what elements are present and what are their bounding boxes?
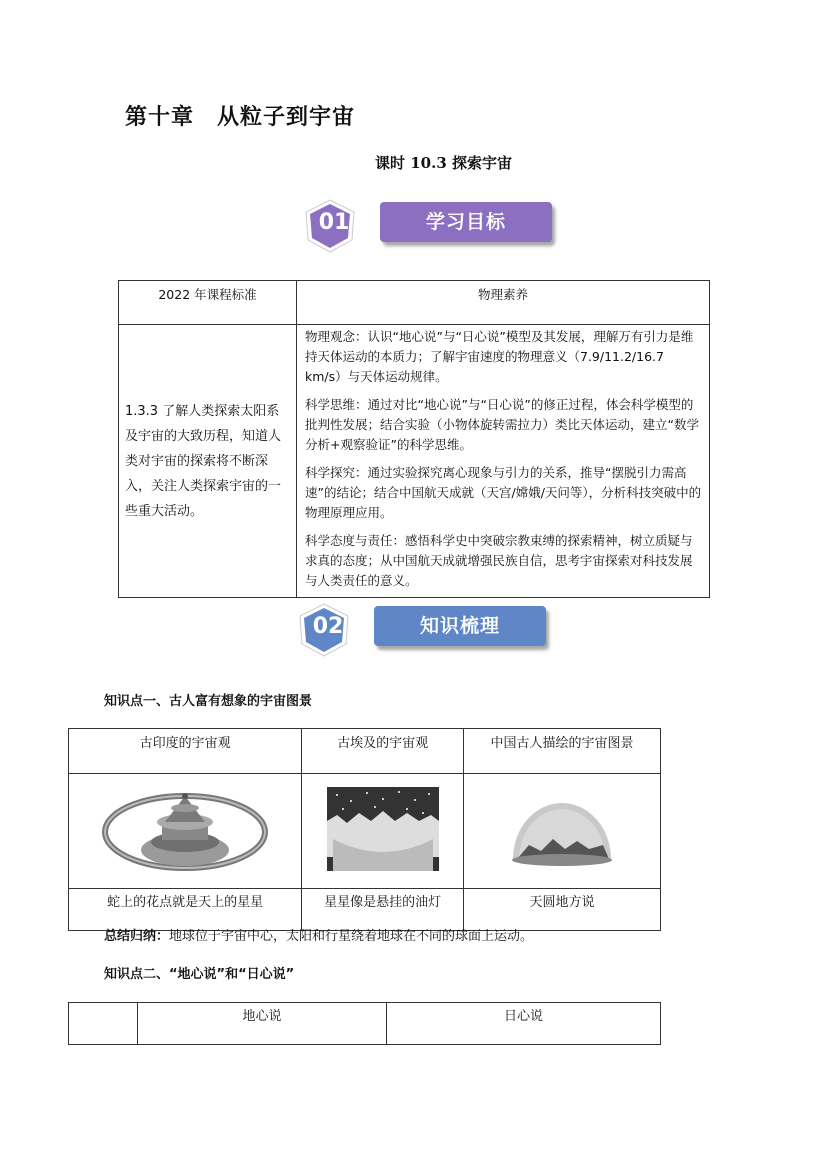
header-china: 中国古人描绘的宇宙图景 (464, 729, 661, 774)
knowledge-point-2-title: 知识点二、“地心说”和“日心说” (104, 967, 295, 982)
egyptian-cosmos-illustration (327, 787, 439, 871)
caption-china: 天圆地方说 (464, 889, 661, 931)
lesson-title: 课时 10.3 探索宇宙 (375, 154, 512, 172)
chapter-title: 第十章 从粒子到宇宙 (125, 104, 356, 130)
header-literacy: 物理素养 (297, 281, 710, 325)
chinese-cosmos-illustration (507, 789, 617, 869)
ancient-cosmology-table (68, 728, 661, 931)
curriculum-standard-text: 1.3.3 了解人类探索太阳系及宇宙的大致历程，知道人类对宇宙的探索将不断深入，关注人类探索宇宙的一些重大活动。 (119, 325, 297, 598)
indian-cosmos-illustration (100, 784, 270, 874)
header-geocentric: 地心说 (138, 1003, 387, 1045)
header-india: 古印度的宇宙观 (69, 729, 302, 774)
literacy-cell (297, 325, 710, 598)
header-standard: 2022 年课程标准 (119, 281, 297, 325)
header-heliocentric: 日心说 (387, 1003, 661, 1045)
banner-bar (380, 202, 552, 242)
geocentric-heliocentric-table (68, 1002, 661, 1045)
scientific-thinking-text: 科学思维：通过对比“地心说”与“日心说”的修正过程，体会科学模型的批判性发展；结合实验（小物体旋转需拉力）类比天体运动，建立“数学分析+观察验证”的科学思维。 (305, 397, 699, 452)
header-blank (69, 1003, 138, 1045)
section-banner-knowledge (296, 602, 556, 658)
attitude-responsibility-text: 科学态度与责任：感悟科学史中突破宗教束缚的探索精神，树立质疑与求真的态度；从中国航天成就增强民族自信，思考宇宙探索对科技发展与人类责任的意义。 (305, 533, 693, 588)
summary (104, 925, 533, 944)
summary-text: 地球位于宇宙中心，太阳和行星绕着地球在不同的球面上运动。 (169, 929, 534, 944)
caption-india: 蛇上的花点就是天上的星星 (69, 889, 302, 931)
banner-number: 02 (312, 614, 344, 639)
caption-egypt: 星星像是悬挂的油灯 (302, 889, 464, 931)
summary-label: 总结归纳： (104, 929, 170, 944)
physics-concept-text: 物理观念：认识“地心说”与“日心说”模型及其发展，理解万有引力是维持天体运动的本质力；了解宇宙速度的物理意义（7.9/11.2/16.7 km/s）与天体运动规律。 (305, 329, 694, 384)
learning-goals-table (118, 280, 710, 598)
header-egypt: 古埃及的宇宙观 (302, 729, 464, 774)
banner-label: 知识梳理 (419, 615, 500, 637)
banner-label: 学习目标 (425, 211, 506, 233)
china-image-cell (464, 774, 661, 889)
egypt-image-cell (302, 774, 464, 889)
india-image-cell (69, 774, 302, 889)
section-banner-learning-goals (302, 198, 562, 254)
banner-number: 01 (318, 210, 350, 235)
banner-bar (374, 606, 546, 646)
knowledge-point-1-title: 知识点一、古人富有想象的宇宙图景 (104, 694, 313, 709)
scientific-inquiry-text: 科学探究：通过实验探究离心现象与引力的关系，推导“摆脱引力需高速”的结论；结合中国航天成就（天宫/嫦娥/天问等），分析科技突破中的物理原理应用。 (305, 465, 702, 520)
